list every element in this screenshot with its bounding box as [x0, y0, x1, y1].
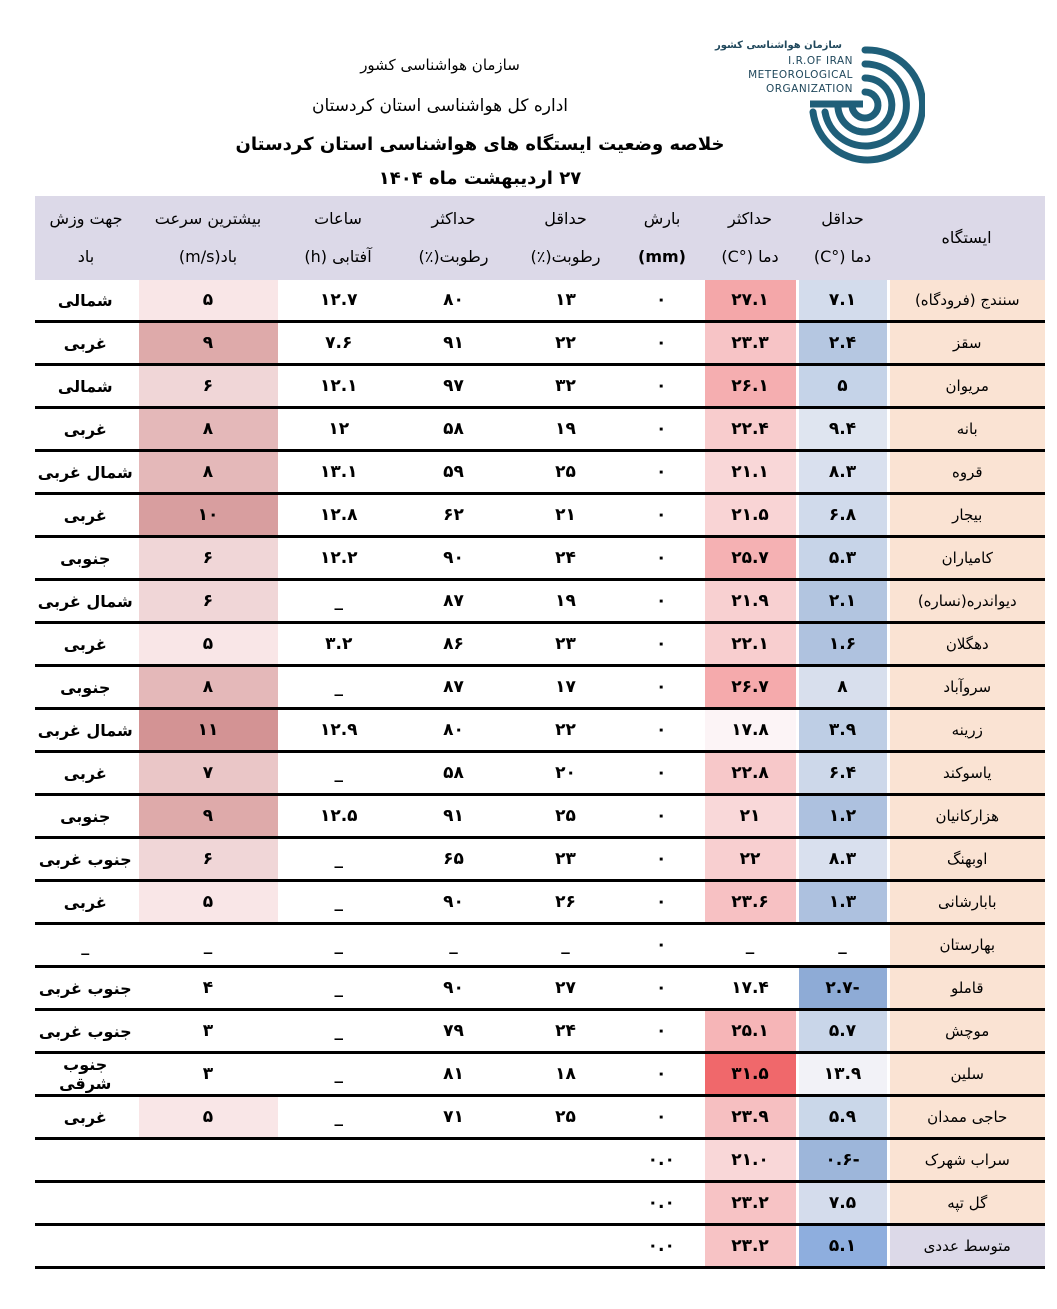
precipitation-cell: ۰: [621, 924, 703, 967]
sunshine-hours-cell: ۷.۶: [279, 322, 397, 365]
wind-direction-cell: [35, 1182, 137, 1225]
max-temp-cell: ۲۲.۴: [703, 408, 797, 451]
precipitation-cell: ۰: [621, 1096, 703, 1139]
max-temp-cell: ۲۲.۸: [703, 752, 797, 795]
sunshine-hours-cell: _: [279, 752, 397, 795]
min-temp-cell: ۸.۳: [797, 838, 888, 881]
max-temp-cell: ۲۶.۷: [703, 666, 797, 709]
max-wind-speed-cell: ۳: [137, 1053, 279, 1096]
max-temp-cell: _: [703, 924, 797, 967]
sunshine-hours-cell: _: [279, 1053, 397, 1096]
max-humidity-cell: ۵۸: [397, 408, 510, 451]
min-humidity-cell: ۲۴: [510, 1010, 621, 1053]
precipitation-cell: ۰: [621, 838, 703, 881]
max-humidity-cell: ۹۰: [397, 967, 510, 1010]
table-row: [35, 1010, 1045, 1053]
min-humidity-cell: ۱۹: [510, 580, 621, 623]
min-humidity-cell: _: [510, 924, 621, 967]
precipitation-cell: ۰: [621, 967, 703, 1010]
max-wind-speed-cell: ۴: [137, 967, 279, 1010]
max-humidity-cell: ۸۶: [397, 623, 510, 666]
max-humidity-cell: ۵۹: [397, 451, 510, 494]
table-row: [35, 666, 1045, 709]
wind-direction-cell: جنوبی: [35, 537, 137, 580]
max-temp-cell: ۲۵.۷: [703, 537, 797, 580]
col-header-min-humidity: حداقل رطوبت(٪): [510, 196, 621, 280]
max-wind-speed-cell: ۳: [137, 1010, 279, 1053]
min-temp-cell: ۱.۳: [797, 881, 888, 924]
min-temp-cell: ۱۳.۹: [797, 1053, 888, 1096]
col-header-max-temp: حداکثر دما (°C): [703, 196, 797, 280]
col-header-max-wind-speed: بیشترین سرعت باد(m/s): [137, 196, 279, 280]
table-row: [35, 537, 1045, 580]
min-humidity-cell: ۱۳: [510, 280, 621, 322]
min-humidity-cell: [510, 1225, 621, 1268]
col-header-max-humidity: حداکثر رطوبت(٪): [397, 196, 510, 280]
min-temp-cell: ۱.۲: [797, 795, 888, 838]
max-humidity-cell: ۹۷: [397, 365, 510, 408]
max-wind-speed-cell: ۱۱: [137, 709, 279, 752]
max-wind-speed-cell: ۶: [137, 580, 279, 623]
station-name: سراب شهرک: [888, 1139, 1045, 1182]
col-header-wind-direction: جهت وزش باد: [35, 196, 137, 280]
station-name: بانه: [888, 408, 1045, 451]
max-wind-speed-cell: ۷: [137, 752, 279, 795]
wind-direction-cell: غربی: [35, 623, 137, 666]
precipitation-cell: ۰.۰: [621, 1182, 703, 1225]
sunshine-hours-cell: ۱۲.۱: [279, 365, 397, 408]
min-humidity-cell: ۲۶: [510, 881, 621, 924]
sunshine-hours-cell: ۱۲.۵: [279, 795, 397, 838]
wind-direction-cell: جنوب غربی: [35, 1010, 137, 1053]
max-wind-speed-cell: ۸: [137, 408, 279, 451]
max-humidity-cell: ۹۱: [397, 322, 510, 365]
station-name: حاجی ممدان: [888, 1096, 1045, 1139]
max-temp-cell: ۲۶.۱: [703, 365, 797, 408]
sunshine-hours-cell: _: [279, 838, 397, 881]
station-name: قاملو: [888, 967, 1045, 1010]
wind-direction-cell: شمال غربی: [35, 451, 137, 494]
sunshine-hours-cell: ۱۲.۲: [279, 537, 397, 580]
wind-direction-cell: جنوب غربی: [35, 967, 137, 1010]
max-temp-cell: ۲۳.۲: [703, 1225, 797, 1268]
department-name: اداره کل هواشناسی استان کردستان: [312, 96, 568, 116]
station-name: بهارستان: [888, 924, 1045, 967]
min-temp-cell: ۲.۴: [797, 322, 888, 365]
wind-direction-cell: غربی: [35, 408, 137, 451]
col-header-min-temp: حداقل دما (°C): [797, 196, 888, 280]
min-temp-cell: ۶.۸: [797, 494, 888, 537]
table-row: [35, 280, 1045, 322]
wind-direction-cell: جنوبی: [35, 795, 137, 838]
wind-direction-cell: جنوب غربی: [35, 838, 137, 881]
precipitation-cell: ۰: [621, 365, 703, 408]
min-temp-cell: ۷.۱: [797, 280, 888, 322]
max-temp-cell: ۲۳.۹: [703, 1096, 797, 1139]
wind-direction-cell: غربی: [35, 494, 137, 537]
precipitation-cell: ۰: [621, 494, 703, 537]
wind-direction-cell: غربی: [35, 1096, 137, 1139]
max-wind-speed-cell: ۵: [137, 623, 279, 666]
wind-direction-cell: جنوبی: [35, 666, 137, 709]
min-temp-cell: ۵.۹: [797, 1096, 888, 1139]
max-temp-cell: ۲۱: [703, 795, 797, 838]
min-humidity-cell: ۲۱: [510, 494, 621, 537]
report-date: ۲۷ اردیبهشت ماه ۱۴۰۴: [378, 168, 582, 189]
table-row: [35, 623, 1045, 666]
precipitation-cell: ۰.۰: [621, 1139, 703, 1182]
col-header-sunshine-hours: ساعات آفتابی (h): [279, 196, 397, 280]
precipitation-cell: ۰: [621, 408, 703, 451]
max-temp-cell: ۲۵.۱: [703, 1010, 797, 1053]
station-name: سلین: [888, 1053, 1045, 1096]
precipitation-cell: ۰.۰: [621, 1225, 703, 1268]
min-humidity-cell: ۳۲: [510, 365, 621, 408]
precipitation-cell: ۰: [621, 666, 703, 709]
min-humidity-cell: ۱۸: [510, 1053, 621, 1096]
max-wind-speed-cell: ۶: [137, 537, 279, 580]
max-temp-cell: ۲۲.۱: [703, 623, 797, 666]
wind-direction-cell: شمال غربی: [35, 580, 137, 623]
station-name: سقز: [888, 322, 1045, 365]
table-header-row: [35, 196, 1045, 280]
max-humidity-cell: [397, 1225, 510, 1268]
station-name: قروه: [888, 451, 1045, 494]
max-humidity-cell: ۸۱: [397, 1053, 510, 1096]
sunshine-hours-cell: _: [279, 1096, 397, 1139]
max-humidity-cell: ۹۰: [397, 881, 510, 924]
min-temp-cell: ۸.۳: [797, 451, 888, 494]
sunshine-hours-cell: ۱۲.۸: [279, 494, 397, 537]
min-temp-cell: ۵.۱: [797, 1225, 888, 1268]
max-temp-cell: ۲۳.۳: [703, 322, 797, 365]
max-humidity-cell: ۹۰: [397, 537, 510, 580]
wind-direction-cell: _: [35, 924, 137, 967]
table-row: [35, 709, 1045, 752]
table-row: [35, 494, 1045, 537]
meteorological-organization-logo: [705, 40, 930, 170]
table-row: [35, 322, 1045, 365]
min-humidity-cell: ۲۲: [510, 322, 621, 365]
max-humidity-cell: ۵۸: [397, 752, 510, 795]
station-name: سنندج (فرودگاه): [888, 280, 1045, 322]
wind-direction-cell: غربی: [35, 322, 137, 365]
logo-persian-text: سازمان هواشناسی کشور: [714, 40, 842, 51]
table-row: [35, 752, 1045, 795]
precipitation-cell: ۰: [621, 1010, 703, 1053]
station-name: دهگلان: [888, 623, 1045, 666]
max-temp-cell: ۲۱.۰: [703, 1139, 797, 1182]
station-name: بیجار: [888, 494, 1045, 537]
logo-text-line3: ORGANIZATION: [765, 83, 853, 95]
precipitation-cell: ۰: [621, 451, 703, 494]
station-name: دیواندره(نساره): [888, 580, 1045, 623]
table-row: [35, 1225, 1045, 1268]
sunshine-hours-cell: [279, 1182, 397, 1225]
wind-direction-cell: شمالی: [35, 280, 137, 322]
min-humidity-cell: ۲۴: [510, 537, 621, 580]
table-row: [35, 967, 1045, 1010]
max-temp-cell: ۲۷.۱: [703, 280, 797, 322]
min-temp-cell: ۹.۴: [797, 408, 888, 451]
table-row: [35, 924, 1045, 967]
table-row: [35, 1053, 1045, 1096]
min-temp-cell: -۰.۶: [797, 1139, 888, 1182]
station-name: یاسوکند: [888, 752, 1045, 795]
logo-emblem-icon: [805, 42, 925, 167]
max-wind-speed-cell: ۶: [137, 838, 279, 881]
max-humidity-cell: ۷۱: [397, 1096, 510, 1139]
table-row: [35, 365, 1045, 408]
max-wind-speed-cell: ۶: [137, 365, 279, 408]
max-humidity-cell: ۶۵: [397, 838, 510, 881]
min-temp-cell: ۲.۱: [797, 580, 888, 623]
max-temp-cell: ۲۱.۱: [703, 451, 797, 494]
max-humidity-cell: ۸۰: [397, 280, 510, 322]
min-temp-cell: ۵.۷: [797, 1010, 888, 1053]
sunshine-hours-cell: _: [279, 580, 397, 623]
station-name: زرینه: [888, 709, 1045, 752]
col-header-precipitation: بارش (mm): [621, 196, 703, 280]
wind-direction-cell: جنوب شرقی: [35, 1053, 137, 1096]
max-wind-speed-cell: ۵: [137, 1096, 279, 1139]
min-humidity-cell: ۲۳: [510, 623, 621, 666]
min-humidity-cell: ۲۲: [510, 709, 621, 752]
sunshine-hours-cell: ۳.۲: [279, 623, 397, 666]
max-wind-speed-cell: [137, 1182, 279, 1225]
max-wind-speed-cell: [137, 1225, 279, 1268]
min-temp-cell: ۷.۵: [797, 1182, 888, 1225]
table-row: [35, 408, 1045, 451]
min-temp-cell: ۳.۹: [797, 709, 888, 752]
logo-text-line1: I.R.OF IRAN: [788, 55, 853, 67]
max-humidity-cell: ۷۹: [397, 1010, 510, 1053]
precipitation-cell: ۰: [621, 623, 703, 666]
sunshine-hours-cell: [279, 1225, 397, 1268]
station-name: مریوان: [888, 365, 1045, 408]
station-name: سروآباد: [888, 666, 1045, 709]
min-humidity-cell: ۲۰: [510, 752, 621, 795]
table-row: [35, 881, 1045, 924]
table-row: [35, 451, 1045, 494]
precipitation-cell: ۰: [621, 795, 703, 838]
sunshine-hours-cell: _: [279, 666, 397, 709]
max-temp-cell: ۲۳.۲: [703, 1182, 797, 1225]
wind-direction-cell: غربی: [35, 752, 137, 795]
sunshine-hours-cell: _: [279, 924, 397, 967]
precipitation-cell: ۰: [621, 752, 703, 795]
station-name: کامیاران: [888, 537, 1045, 580]
max-wind-speed-cell: ۸: [137, 666, 279, 709]
min-temp-cell: ۱.۶: [797, 623, 888, 666]
max-humidity-cell: ۸۷: [397, 666, 510, 709]
max-temp-cell: ۳۱.۵: [703, 1053, 797, 1096]
station-name: موچش: [888, 1010, 1045, 1053]
min-humidity-cell: ۲۵: [510, 795, 621, 838]
max-wind-speed-cell: ۹: [137, 795, 279, 838]
max-wind-speed-cell: _: [137, 924, 279, 967]
max-wind-speed-cell: ۸: [137, 451, 279, 494]
table-row: [35, 1139, 1045, 1182]
max-humidity-cell: ۹۱: [397, 795, 510, 838]
wind-direction-cell: شمالی: [35, 365, 137, 408]
wind-direction-cell: [35, 1139, 137, 1182]
precipitation-cell: ۰: [621, 881, 703, 924]
station-name: متوسط عددی: [888, 1225, 1045, 1268]
min-humidity-cell: ۱۷: [510, 666, 621, 709]
max-temp-cell: ۲۲: [703, 838, 797, 881]
max-humidity-cell: ۶۲: [397, 494, 510, 537]
max-wind-speed-cell: [137, 1139, 279, 1182]
sunshine-hours-cell: ۱۲: [279, 408, 397, 451]
max-humidity-cell: _: [397, 924, 510, 967]
max-wind-speed-cell: ۱۰: [137, 494, 279, 537]
min-temp-cell: _: [797, 924, 888, 967]
wind-direction-cell: شمال غربی: [35, 709, 137, 752]
sunshine-hours-cell: ۱۲.۹: [279, 709, 397, 752]
max-wind-speed-cell: ۵: [137, 280, 279, 322]
table-row: [35, 838, 1045, 881]
table-row: [35, 1182, 1045, 1225]
min-temp-cell: ۵: [797, 365, 888, 408]
sunshine-hours-cell: ۱۳.۱: [279, 451, 397, 494]
table-row: [35, 1096, 1045, 1139]
table-row: [35, 580, 1045, 623]
max-temp-cell: ۲۱.۹: [703, 580, 797, 623]
organization-name: سازمان هواشناسی کشور: [360, 56, 520, 74]
wind-direction-cell: غربی: [35, 881, 137, 924]
min-humidity-cell: ۲۵: [510, 1096, 621, 1139]
report-title: خلاصه وضعیت ایستگاه های هواشناسی استان کردستان: [235, 134, 725, 155]
max-humidity-cell: ۸۰: [397, 709, 510, 752]
precipitation-cell: ۰: [621, 1053, 703, 1096]
min-temp-cell: ۵.۳: [797, 537, 888, 580]
max-humidity-cell: [397, 1182, 510, 1225]
precipitation-cell: ۰: [621, 537, 703, 580]
table-row: [35, 795, 1045, 838]
min-humidity-cell: ۱۹: [510, 408, 621, 451]
precipitation-cell: ۰: [621, 580, 703, 623]
max-temp-cell: ۲۳.۶: [703, 881, 797, 924]
station-name: گل تپه: [888, 1182, 1045, 1225]
max-wind-speed-cell: ۹: [137, 322, 279, 365]
sunshine-hours-cell: _: [279, 1010, 397, 1053]
station-name: بابارشانی: [888, 881, 1045, 924]
min-humidity-cell: ۲۳: [510, 838, 621, 881]
sunshine-hours-cell: _: [279, 967, 397, 1010]
station-name: اوبهنگ: [888, 838, 1045, 881]
min-humidity-cell: ۲۵: [510, 451, 621, 494]
max-humidity-cell: ۸۷: [397, 580, 510, 623]
min-temp-cell: ۸: [797, 666, 888, 709]
station-name: هزارکانیان: [888, 795, 1045, 838]
min-humidity-cell: [510, 1139, 621, 1182]
sunshine-hours-cell: [279, 1139, 397, 1182]
precipitation-cell: ۰: [621, 709, 703, 752]
col-header-station: ایستگاه: [888, 196, 1045, 280]
weather-stations-table: [35, 196, 1045, 1269]
min-humidity-cell: [510, 1182, 621, 1225]
precipitation-cell: ۰: [621, 280, 703, 322]
min-temp-cell: -۲.۷: [797, 967, 888, 1010]
logo-text-line2: METEOROLOGICAL: [748, 69, 853, 81]
max-temp-cell: ۲۱.۵: [703, 494, 797, 537]
min-humidity-cell: ۲۷: [510, 967, 621, 1010]
sunshine-hours-cell: _: [279, 881, 397, 924]
sunshine-hours-cell: ۱۲.۷: [279, 280, 397, 322]
max-temp-cell: ۱۷.۴: [703, 967, 797, 1010]
max-humidity-cell: [397, 1139, 510, 1182]
min-temp-cell: ۶.۴: [797, 752, 888, 795]
precipitation-cell: ۰: [621, 322, 703, 365]
max-wind-speed-cell: ۵: [137, 881, 279, 924]
wind-direction-cell: [35, 1225, 137, 1268]
max-temp-cell: ۱۷.۸: [703, 709, 797, 752]
